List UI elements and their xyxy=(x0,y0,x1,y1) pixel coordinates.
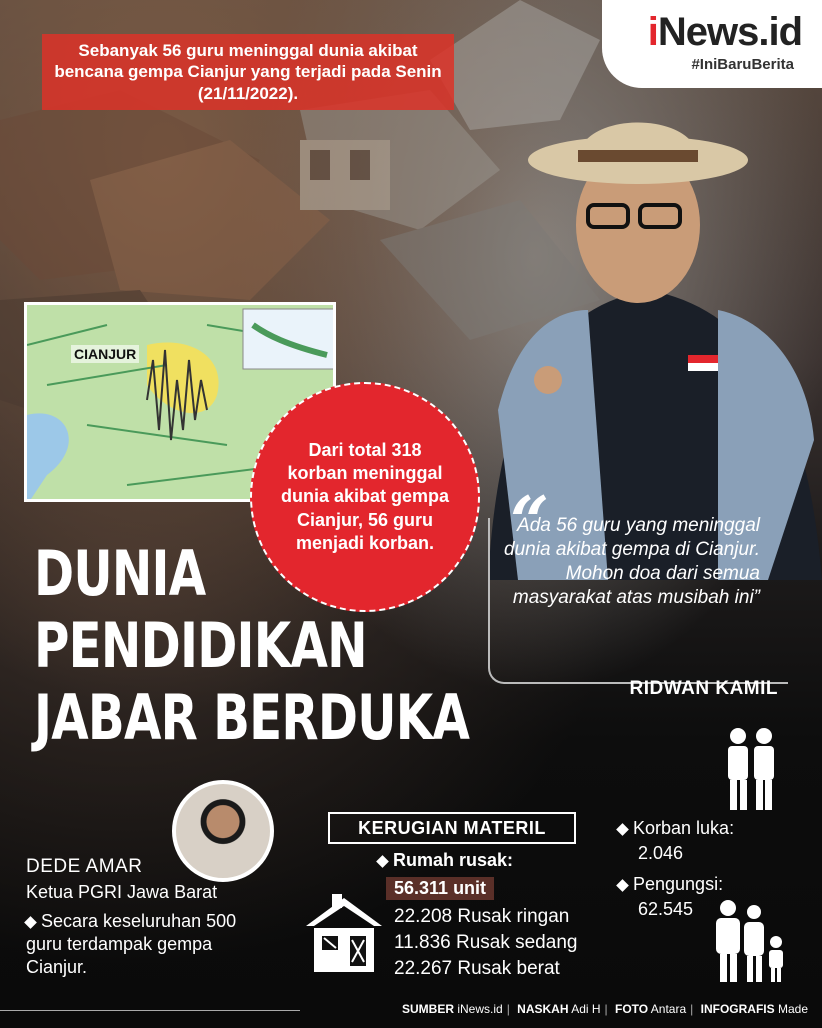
victim-summary-circle: Dari total 318 korban meninggal dunia akibat gempa Cianjur, 56 guru menjadi korban. xyxy=(250,382,480,612)
map-label-cianjur: CIANJUR xyxy=(71,345,139,363)
top-note: Sebanyak 56 guru meninggal dunia akibat bencana gempa Cianjur yang terjadi pada Senin (21/11/2022). xyxy=(42,34,454,110)
stat-pengungsi-value: 62.545 xyxy=(638,899,694,919)
dede-note: Secara keseluruhan 500 guru terdampak gempa Cianjur. xyxy=(26,911,237,978)
list-item: 22.208 Rusak ringan xyxy=(394,906,570,927)
bullet-icon xyxy=(616,823,629,836)
list-item: 22.267 Rusak berat xyxy=(394,958,560,979)
stat-pengungsi-label: Pengungsi: xyxy=(618,872,734,897)
damaged-house-icon xyxy=(302,892,386,976)
headline-line-3: JABAR BERDUKA xyxy=(34,681,470,754)
injured-people-icon xyxy=(720,726,782,812)
bullet-icon xyxy=(376,855,389,868)
bullet-icon xyxy=(616,879,629,892)
quote-text: Ada 56 guru yang meninggal dunia akibat gempa di Cianjur. Mohon doa dari semua masyarakat atas musibah ini” xyxy=(504,515,760,609)
brand-tagline: #IniBaruBerita xyxy=(691,56,794,73)
dede-amar-avatar xyxy=(172,780,274,882)
stat-luka-label: Korban luka: xyxy=(618,816,734,841)
list-item: 11.836 Rusak sedang xyxy=(394,932,578,953)
kerugian-title: KERUGIAN MATERIL xyxy=(328,812,576,844)
stat-luka-value: 2.046 xyxy=(638,843,684,863)
bullet-icon xyxy=(24,916,37,929)
main-headline xyxy=(34,538,469,754)
rumah-rusak-total: 56.311 unit xyxy=(386,877,494,900)
dede-name: DEDE AMAR xyxy=(26,856,143,877)
refugees-family-icon xyxy=(706,898,788,984)
footer-credits: SUMBER iNews.id | NASKAH Adi H | FOTO Antara | INFOGRAFIS Made xyxy=(401,1002,808,1016)
quote-author: RIDWAN KAMIL xyxy=(629,678,778,699)
headline-line-1: DUNIA xyxy=(34,537,206,610)
dede-role: Ketua PGRI Jawa Barat xyxy=(26,882,218,902)
rumah-rusak-label: Rumah rusak: xyxy=(378,850,513,871)
rumah-rusak-list xyxy=(394,904,577,982)
headline-line-2: PENDIDIKAN xyxy=(34,609,367,682)
inews-logo: iNews.id xyxy=(647,10,802,54)
footer-divider xyxy=(0,1010,300,1011)
brand-logo-box xyxy=(602,0,822,88)
quote-mark-icon: “ xyxy=(510,482,550,562)
